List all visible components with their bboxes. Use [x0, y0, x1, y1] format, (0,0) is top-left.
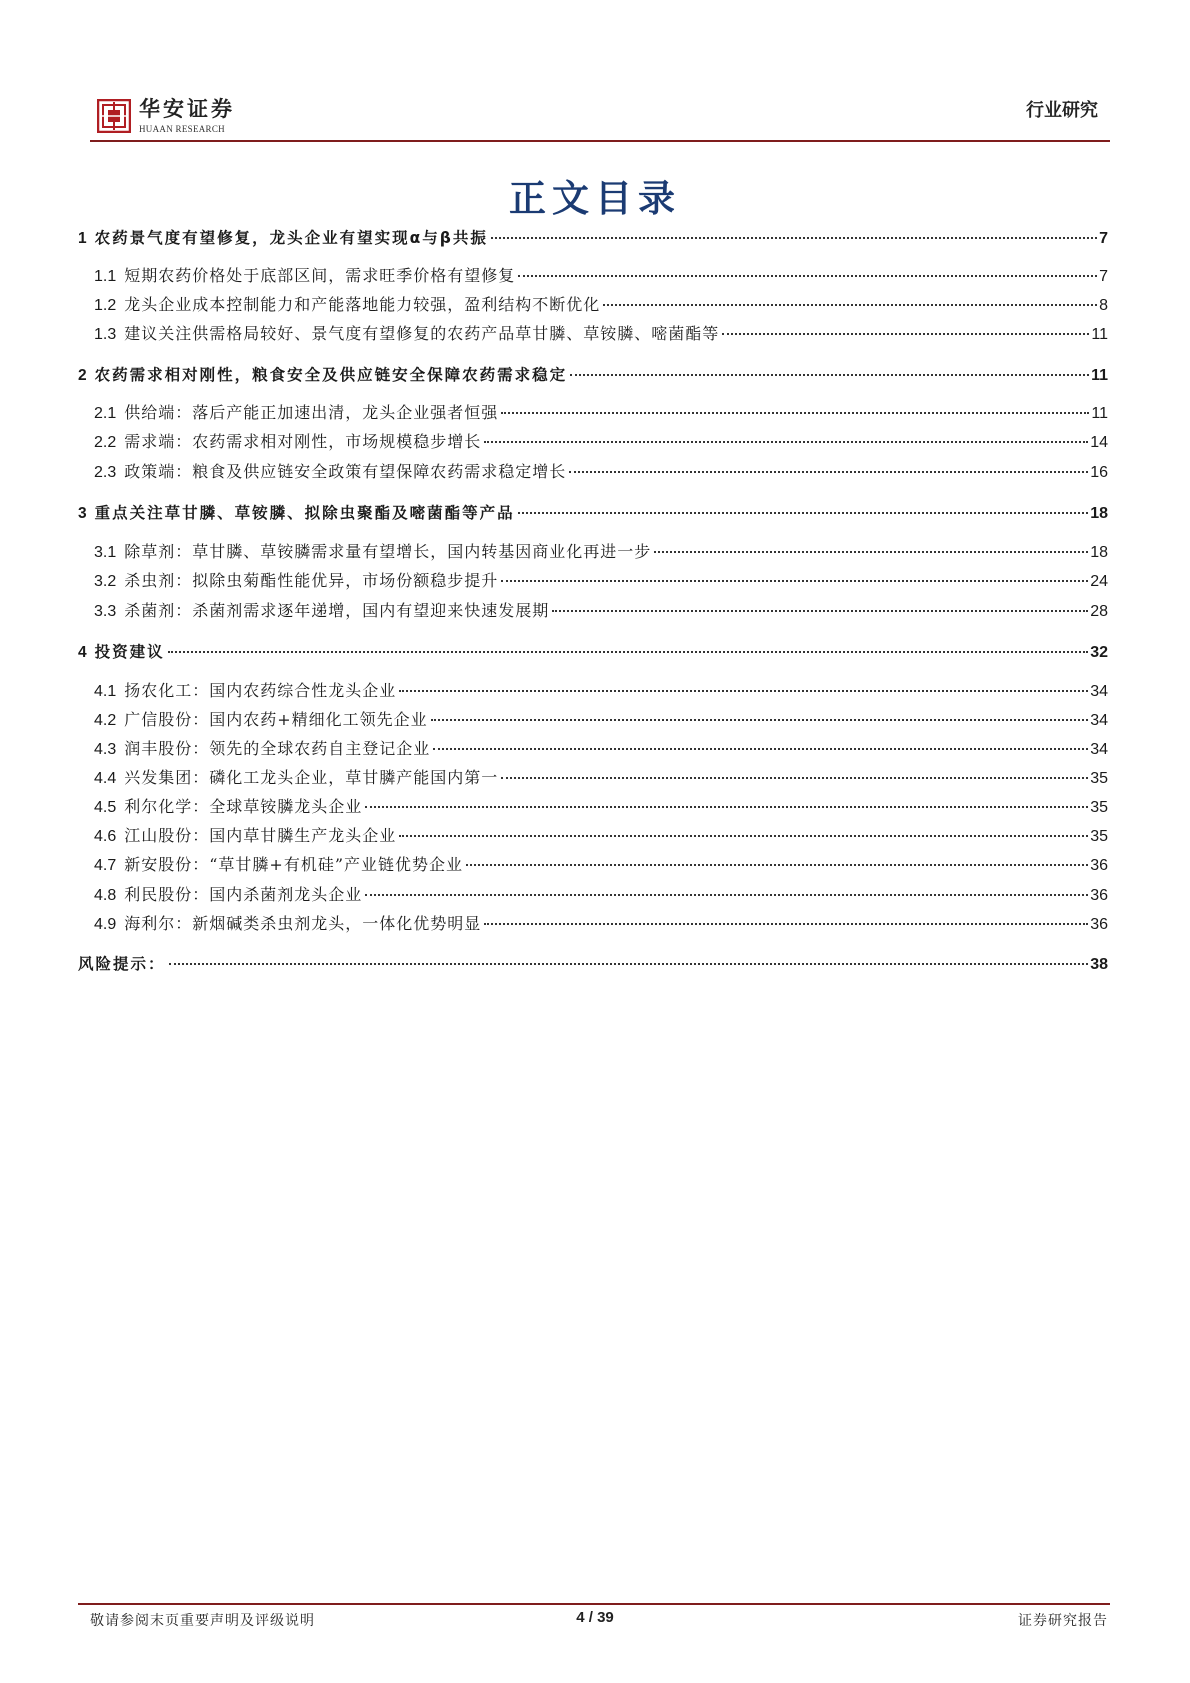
toc-section-entry[interactable]: [94, 738, 1108, 761]
toc-dot-leader: [168, 651, 1089, 653]
toc-dot-leader: [501, 777, 1088, 779]
toc-entry-title: 供给端：落后产能正加速出清，龙头企业强者恒强: [124, 403, 499, 422]
toc-entry-number: 1.1: [94, 268, 117, 285]
toc-entry-number: 2: [78, 367, 87, 384]
toc-dot-leader: [654, 551, 1088, 553]
toc-dot-leader: [518, 275, 1097, 277]
toc-entry-number: 4.1: [94, 683, 117, 700]
toc-section-entry[interactable]: [94, 294, 1108, 317]
toc-dot-leader: [431, 719, 1089, 721]
header-divider: [90, 140, 1110, 142]
toc-entry-title: 建议关注供需格局较好、景气度有望修复的农药产品草甘膦、草铵膦、嘧菌酯等: [124, 324, 720, 343]
toc-page-number: 35: [1090, 799, 1108, 816]
company-logo: [97, 94, 235, 138]
toc-page-number: 36: [1090, 857, 1108, 874]
toc-entry-title: 需求端：农药需求相对刚性，市场规模稳步增长: [124, 432, 482, 451]
toc-entry-number: 2.3: [94, 464, 117, 481]
toc-entry-number: 3.1: [94, 544, 117, 561]
toc-entry-number: 4.5: [94, 799, 117, 816]
toc-page-number: 36: [1090, 887, 1108, 904]
toc-entry-title: 杀菌剂：杀菌剂需求逐年递增，国内有望迎来快速发展期: [124, 601, 550, 620]
toc-page-number: 18: [1090, 505, 1108, 522]
toc-entry-number: 1.3: [94, 326, 117, 343]
toc-entry-title: 扬农化工：国内农药综合性龙头企业: [124, 681, 397, 700]
toc-dot-leader: [484, 441, 1088, 443]
toc-dot-leader: [433, 748, 1088, 750]
logo-chinese-name: 华安证券: [139, 96, 235, 121]
toc-entry-title: 龙头企业成本控制能力和产能落地能力较强，盈利结构不断优化: [124, 295, 601, 314]
toc-entry-number: 4.7: [94, 857, 117, 874]
toc-entry-title: 短期农药价格处于底部区间，需求旺季价格有望修复: [124, 266, 516, 285]
toc-entry-title: 风险提示：: [78, 955, 166, 973]
toc-dot-leader: [603, 304, 1097, 306]
toc-entry-number: 3.2: [94, 573, 117, 590]
toc-dot-leader: [399, 690, 1088, 692]
toc-entry-title: 新安股份：“草甘膦+有机硅”产业链优势企业: [124, 855, 464, 874]
toc-entry-number: 2.1: [94, 405, 117, 422]
toc-entry-title: 润丰股份：领先的全球农药自主登记企业: [124, 739, 431, 758]
toc-entry-title: 重点关注草甘膦、草铵膦、拟除虫聚酯及嘧菌酯等产品: [94, 504, 515, 522]
toc-section-entry[interactable]: [94, 570, 1108, 593]
toc-entry-number: 3: [78, 505, 87, 522]
toc-entry-title: 政策端：粮食及供应链安全政策有望保障农药需求稳定增长: [124, 462, 567, 481]
toc-dot-leader: [569, 471, 1088, 473]
toc-section-entry[interactable]: [94, 825, 1108, 848]
toc-entry-title: 广信股份：国内农药+精细化工领先企业: [124, 710, 428, 729]
toc-page-number: 11: [1091, 326, 1108, 343]
toc-page-number: 11: [1091, 367, 1108, 384]
toc-page-number: 35: [1090, 770, 1108, 787]
toc-section-entry[interactable]: [94, 323, 1108, 346]
toc-section-entry[interactable]: [94, 600, 1108, 623]
toc-dot-leader: [722, 333, 1089, 335]
toc-page-number: 8: [1099, 297, 1108, 314]
toc-entry-number: 4.9: [94, 916, 117, 933]
toc-entry-number: 4: [78, 644, 87, 661]
toc-entry-title: 农药景气度有望修复，龙头企业有望实现α与β共振: [94, 229, 488, 247]
toc-section-entry[interactable]: [94, 461, 1108, 484]
toc-entry-title: 兴发集团：磷化工龙头企业，草甘膦产能国内第一: [124, 768, 499, 787]
toc-section-entry[interactable]: [94, 402, 1108, 425]
toc-chapter-entry[interactable]: [78, 227, 1108, 250]
toc-section-entry[interactable]: [94, 541, 1108, 564]
toc-entry-title: 农药需求相对刚性，粮食安全及供应链安全保障农药需求稳定: [94, 366, 568, 384]
toc-entry-number: 4.8: [94, 887, 117, 904]
toc-chapter-entry[interactable]: [78, 502, 1108, 525]
page-number: 4 / 39: [576, 1609, 614, 1626]
logo-english-name: HUAAN RESEARCH: [139, 124, 225, 134]
report-type-label: 行业研究: [1026, 100, 1098, 121]
toc-page-number: 7: [1099, 230, 1108, 247]
toc-dot-leader: [365, 894, 1088, 896]
toc-dot-leader: [466, 864, 1088, 866]
toc-page-number: 32: [1090, 644, 1108, 661]
toc-section-entry[interactable]: [94, 767, 1108, 790]
toc-entry-number: 3.3: [94, 603, 117, 620]
toc-entry-number: 4.4: [94, 770, 117, 787]
toc-section-entry[interactable]: [94, 265, 1108, 288]
toc-dot-leader: [518, 512, 1089, 514]
toc-dot-leader: [169, 963, 1089, 965]
toc-page-number: 18: [1090, 544, 1108, 561]
toc-page-number: 7: [1099, 268, 1108, 285]
toc-entry-title: 利尔化学：全球草铵膦龙头企业: [124, 797, 363, 816]
toc-entry-number: 2.2: [94, 434, 117, 451]
toc-entry-title: 除草剂：草甘膦、草铵膦需求量有望增长，国内转基因商业化再进一步: [124, 542, 652, 561]
toc-page-number: 34: [1090, 683, 1108, 700]
toc-page-number: 34: [1090, 741, 1108, 758]
toc-entry-number: 1: [78, 230, 87, 247]
toc-section-entry[interactable]: [94, 431, 1108, 454]
toc-dot-leader: [552, 610, 1088, 612]
toc-entry-number: 4.3: [94, 741, 117, 758]
toc-dot-leader: [365, 806, 1088, 808]
toc-dot-leader: [501, 580, 1088, 582]
toc-section-entry[interactable]: [94, 709, 1108, 732]
toc-entry-title: 杀虫剂：拟除虫菊酯性能优异，市场份额稳步提升: [124, 571, 499, 590]
toc-entry-number: 4.6: [94, 828, 117, 845]
toc-dot-leader: [491, 237, 1097, 239]
toc-entry-number: 1.2: [94, 297, 117, 314]
toc-page-number: 28: [1090, 603, 1108, 620]
toc-entry-title: 投资建议: [94, 643, 165, 661]
footer-disclaimer-note: 敬请参阅末页重要声明及评级说明: [90, 1613, 315, 1629]
huaan-logo-icon: [97, 99, 131, 133]
toc-page-number: 36: [1090, 916, 1108, 933]
toc-section-entry[interactable]: [94, 884, 1108, 907]
toc-dot-leader: [501, 412, 1089, 414]
toc-chapter-entry[interactable]: [78, 953, 1108, 976]
toc-page-number: 34: [1090, 712, 1108, 729]
toc-section-entry[interactable]: [94, 680, 1108, 703]
toc-chapter-entry[interactable]: [78, 364, 1108, 387]
toc-dot-leader: [399, 835, 1088, 837]
toc-entry-title: 江山股份：国内草甘膦生产龙头企业: [124, 826, 397, 845]
toc-page-number: 38: [1090, 956, 1108, 973]
toc-entry-title: 海利尔：新烟碱类杀虫剂龙头，一体化优势明显: [124, 914, 482, 933]
toc-chapter-entry[interactable]: [78, 641, 1108, 664]
toc-dot-leader: [570, 374, 1089, 376]
toc-section-entry[interactable]: [94, 854, 1108, 877]
toc-page-number: 14: [1090, 434, 1108, 451]
footer-divider: [78, 1603, 1110, 1605]
toc-entry-number: 4.2: [94, 712, 117, 729]
page-title: 正文目录: [509, 177, 681, 220]
toc-section-entry[interactable]: [94, 913, 1108, 936]
toc-page-number: 16: [1090, 464, 1108, 481]
toc-page-number: 11: [1091, 405, 1108, 422]
toc-page-number: 35: [1090, 828, 1108, 845]
toc-dot-leader: [484, 923, 1088, 925]
footer-report-label: 证券研究报告: [1018, 1613, 1108, 1629]
toc-entry-title: 利民股份：国内杀菌剂龙头企业: [124, 885, 363, 904]
toc-page-number: 24: [1090, 573, 1108, 590]
toc-section-entry[interactable]: [94, 796, 1108, 819]
